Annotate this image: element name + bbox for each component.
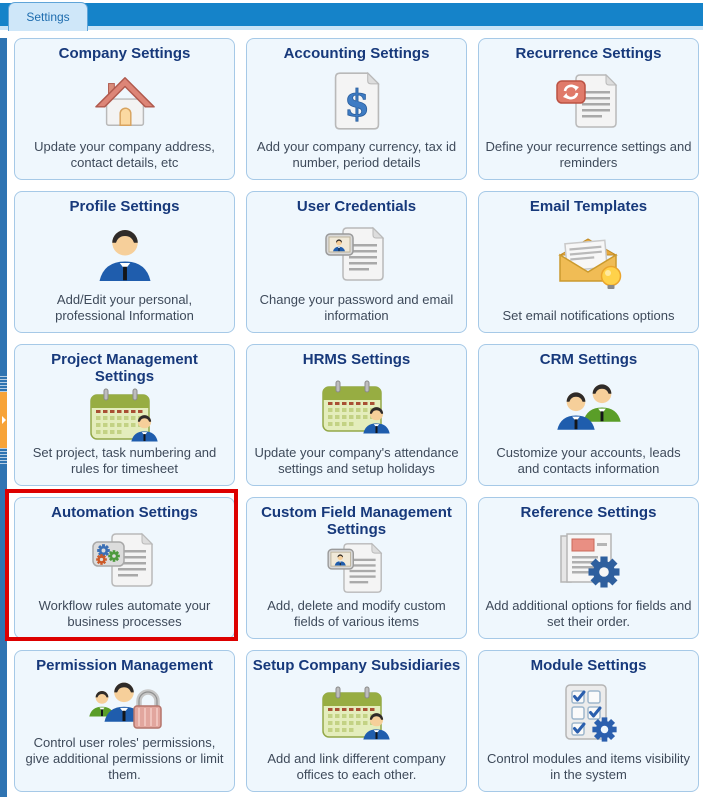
- settings-card-profile-settings[interactable]: [14, 191, 235, 333]
- card-title: CRM Settings: [539, 351, 638, 368]
- rail-grip-top: [0, 376, 7, 392]
- expand-panel-arrow-icon[interactable]: [0, 392, 7, 448]
- collapsed-sidebar-rail: [0, 38, 7, 797]
- card-description: Control user roles' permissions, give additional permissions or limit them.: [25, 735, 224, 783]
- tab-settings[interactable]: [8, 2, 88, 31]
- calendar-person-icon: [321, 682, 393, 744]
- settings-card-email-templates[interactable]: [478, 191, 699, 333]
- card-description: Define your recurrence settings and reminders: [485, 139, 692, 171]
- card-title: User Credentials: [296, 198, 417, 215]
- card-description: Add your company currency, tax id number, period details: [256, 139, 457, 171]
- settings-card-module-settings[interactable]: [478, 650, 699, 792]
- card-description: Set project, task numbering and rules for timesheet: [32, 445, 217, 477]
- tab-bar: [0, 3, 703, 26]
- card-title: Email Templates: [529, 198, 648, 215]
- settings-card-grid: [14, 38, 699, 792]
- tab-bar-underline: [0, 26, 703, 30]
- checklist-gear-icon: [560, 682, 618, 744]
- settings-card-project-management-settings[interactable]: [14, 344, 235, 486]
- settings-card-setup-company-subsidiaries[interactable]: [246, 650, 467, 792]
- settings-card-accounting-settings[interactable]: [246, 38, 467, 180]
- card-title: Profile Settings: [69, 198, 180, 215]
- card-title: Automation Settings: [51, 504, 198, 521]
- person-icon: [95, 223, 155, 285]
- settings-card-company-settings[interactable]: [14, 38, 235, 180]
- id-document-icon: [325, 223, 389, 285]
- card-description: Update your company's attendance settings and setup holidays: [254, 445, 459, 477]
- card-title: Permission Management: [36, 657, 213, 674]
- settings-card-recurrence-settings[interactable]: [478, 38, 699, 180]
- settings-card-user-credentials[interactable]: [246, 191, 467, 333]
- card-title: HRMS Settings: [302, 351, 411, 368]
- svg-text:$: $: [343, 82, 370, 126]
- settings-card-reference-settings[interactable]: [478, 497, 699, 639]
- settings-card-custom-field-management-settings[interactable]: [246, 497, 467, 639]
- card-description: Set email notifications options: [502, 308, 675, 324]
- settings-card-automation-settings[interactable]: [14, 497, 235, 639]
- card-description: Customize your accounts, leads and contacts information: [496, 445, 681, 477]
- settings-card-permission-management[interactable]: [14, 650, 235, 792]
- id-document-icon: [325, 539, 389, 599]
- card-description: Change your password and email information: [259, 292, 454, 324]
- card-description: Update your company address, contact details, etc: [34, 139, 215, 171]
- card-description: Add additional options for fields and set their order.: [485, 598, 692, 630]
- newspaper-gear-icon: [557, 529, 621, 591]
- card-description: Control modules and items visibility in the system: [486, 751, 691, 783]
- tab-strip: [0, 0, 703, 33]
- card-title: Setup Company Subsidiaries: [252, 657, 461, 674]
- card-title: Project Management Settings: [51, 351, 198, 385]
- calendar-person-icon: [321, 376, 393, 438]
- two-people-icon: [552, 376, 626, 438]
- rail-grip-bottom: [0, 448, 7, 464]
- settings-card-crm-settings[interactable]: [478, 344, 699, 486]
- card-description: Add, delete and modify custom fields of various items: [267, 598, 446, 630]
- house-icon: [94, 70, 156, 132]
- settings-card-hrms-settings[interactable]: [246, 344, 467, 486]
- card-title: Reference Settings: [520, 504, 657, 521]
- card-description: Add and link different company offices to each other.: [267, 751, 446, 783]
- dollar-document-icon: [331, 70, 383, 132]
- gears-document-icon: [92, 529, 158, 591]
- calendar-person-icon: [89, 386, 161, 446]
- people-lock-icon: [87, 675, 163, 736]
- card-title: Module Settings: [530, 657, 647, 674]
- tab-settings-label: Settings: [26, 10, 70, 24]
- card-title: Recurrence Settings: [515, 45, 662, 62]
- envelope-bulb-icon: [553, 231, 625, 293]
- card-description: Add/Edit your personal, professional Information: [55, 292, 194, 324]
- card-title: Custom Field Management Settings: [261, 504, 452, 538]
- recurrence-document-icon: [556, 70, 622, 132]
- card-title: Company Settings: [58, 45, 191, 62]
- card-title: Accounting Settings: [283, 45, 430, 62]
- card-description: Workflow rules automate your business processes: [38, 598, 211, 630]
